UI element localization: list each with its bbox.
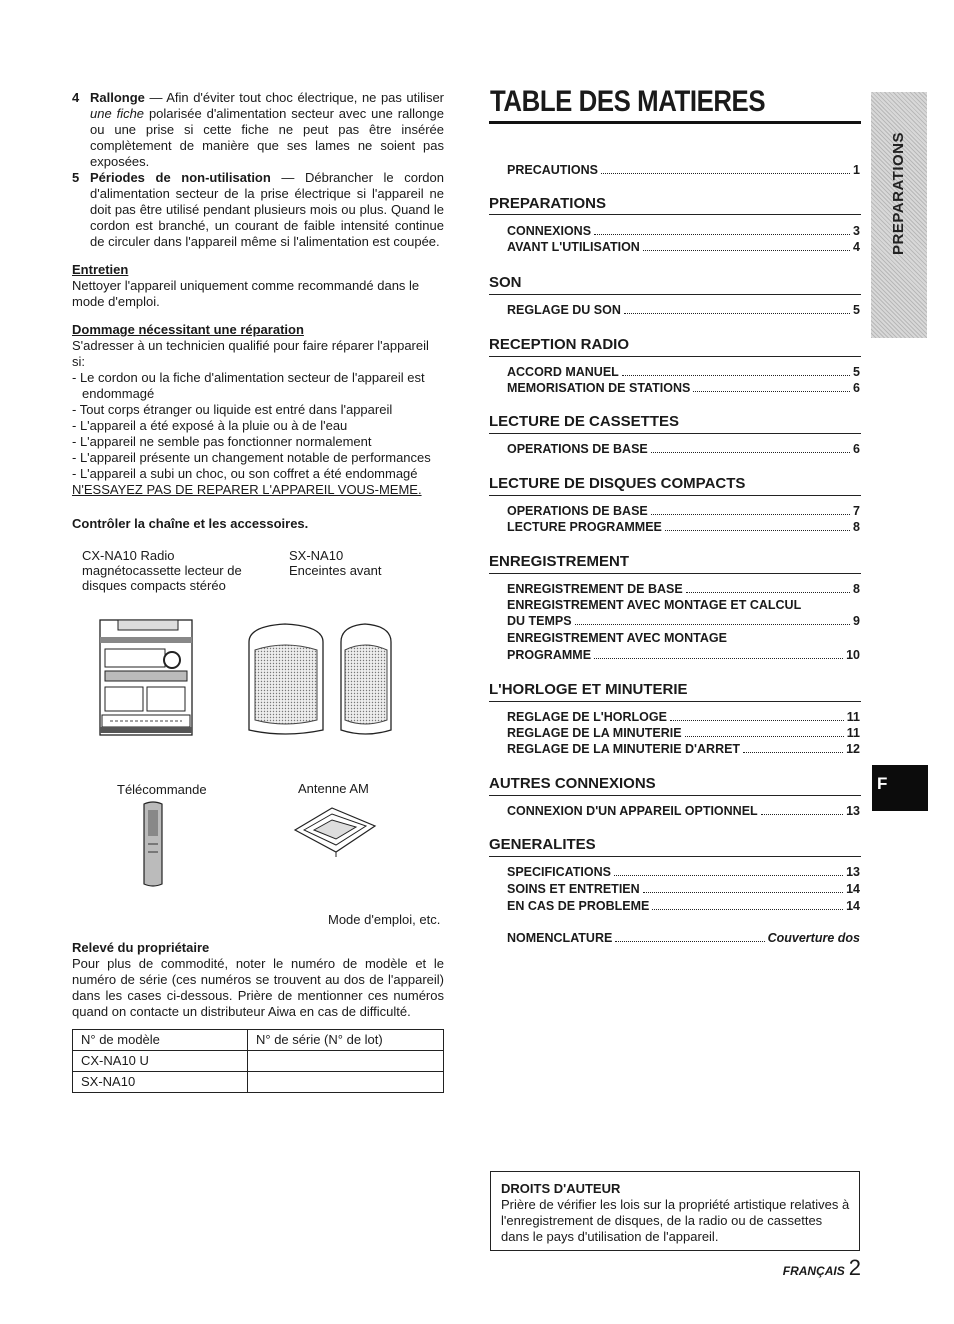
entretien-title: Entretien bbox=[72, 262, 129, 277]
toc-section-son: SON bbox=[489, 274, 522, 291]
table-cell-model: CX-NA10 U bbox=[73, 1051, 248, 1072]
dommage-title: Dommage nécessitant une réparation bbox=[72, 322, 304, 337]
toc-entry[interactable]: REGLAGE DE L'HORLOGE 11 bbox=[507, 710, 860, 724]
list-item: - L'appareil ne semble pas fonctionner normalement bbox=[72, 434, 372, 449]
toc-entry-nomenclature[interactable]: NOMENCLATURE Couverture dos bbox=[507, 931, 860, 945]
speakers-label: SX-NA10 Enceintes avant bbox=[289, 548, 382, 578]
page-number: 2 bbox=[848, 1255, 861, 1280]
safety-item-5: 5 Périodes de non-utilisation — Débrancher le cordon d'alimentation secteur de la prise électrique si l'appareil ne doit pas être utilisé pendant plusieurs mois ou plus. Quand le cordon est branché, un courant de faible intensité continue de circuler dans l'appareil même si l'alimentation est coupée. bbox=[72, 170, 444, 249]
toc-entry[interactable]: AVANT L'UTILISATION 4 bbox=[507, 240, 860, 254]
table-row bbox=[73, 1051, 444, 1072]
speakers-illustration bbox=[245, 620, 395, 740]
toc-section-autres-connexions: AUTRES CONNEXIONS bbox=[489, 775, 656, 792]
antenna-label: Antenne AM bbox=[298, 781, 369, 796]
releve-title: Relevé du propriétaire bbox=[72, 940, 210, 955]
toc-entry[interactable]: ENREGISTREMENT DE BASE 8 bbox=[507, 582, 860, 596]
stereo-label: CX-NA10 Radio magnétocassette lecteur de disques compacts stéréo bbox=[82, 548, 242, 593]
entretien-text: Nettoyer l'appareil uniquement comme recommandé dans le mode d'emploi. bbox=[72, 278, 420, 309]
list-item: - Le cordon ou la fiche d'alimentation secteur de l'appareil est endommagé bbox=[72, 370, 425, 401]
footer-language: FRANÇAIS bbox=[782, 1264, 845, 1278]
item-text: Débrancher le cordon d'alimentation secteur de la prise électrique si l'appareil ne doit pas être utilisé pendant plusieurs mois ou plus. Quand le cordon est branché, un courant de faible intensité continue de circuler dans l'appareil même si l'alimentation est coupée. bbox=[90, 170, 444, 249]
section-rule bbox=[489, 701, 861, 702]
safety-item-4: 4 Rallonge — Afin d'éviter tout choc électrique, ne pas utiliser une fiche polarisée d'alimentation secteur avec une rallonge ou une prise si cette fiche ne peut pas être insérée complètement de manière que ses lames ne soient pas exposées. bbox=[72, 90, 444, 169]
section-rule bbox=[489, 795, 861, 796]
section-rule bbox=[489, 433, 861, 434]
remote-label: Télécommande bbox=[117, 782, 207, 797]
toc-entry[interactable]: CONNEXION D'UN APPAREIL OPTIONNEL 13 bbox=[507, 804, 860, 818]
item-number: 5 bbox=[72, 170, 80, 185]
table-cell-model: SX-NA10 bbox=[73, 1072, 248, 1093]
toc-entry[interactable]: OPERATIONS DE BASE 6 bbox=[507, 442, 860, 456]
toc-entry[interactable]: REGLAGE DE LA MINUTERIE D'ARRET 12 bbox=[507, 742, 860, 756]
toc-section-generalites: GENERALITES bbox=[489, 836, 596, 853]
page-footer bbox=[782, 1255, 861, 1280]
copyright-title: DROITS D'AUTEUR bbox=[501, 1181, 621, 1196]
releve-section bbox=[72, 940, 444, 1020]
am-antenna-illustration bbox=[290, 802, 380, 857]
toc-entry[interactable]: DU TEMPS 9 bbox=[507, 614, 860, 628]
toc-title-rule bbox=[489, 121, 861, 124]
manual-label: Mode d'emploi, etc. bbox=[328, 912, 441, 927]
list-item: - L'appareil a été exposé à la pluie ou à de l'eau bbox=[72, 418, 348, 433]
entretien-section bbox=[72, 262, 444, 310]
toc-entry[interactable]: SOINS ET ENTRETIEN 14 bbox=[507, 882, 860, 896]
section-rule bbox=[489, 495, 861, 496]
serial-entry-field[interactable] bbox=[248, 1072, 444, 1093]
item-title: Périodes de non-utilisation bbox=[90, 170, 271, 185]
toc-entry-precautions[interactable]: PRECAUTIONS 1 bbox=[507, 163, 860, 177]
owner-record-table bbox=[72, 1029, 444, 1093]
toc-section-lecture-cassettes: LECTURE DE CASSETTES bbox=[489, 413, 680, 430]
toc-entry[interactable]: REGLAGE DE LA MINUTERIE 11 bbox=[507, 726, 860, 740]
toc-section-lecture-disques: LECTURE DE DISQUES COMPACTS bbox=[489, 475, 746, 492]
toc-section-enregistrement: ENREGISTREMENT bbox=[489, 553, 630, 570]
toc-entry[interactable]: EN CAS DE PROBLEME 14 bbox=[507, 899, 860, 913]
section-rule bbox=[489, 356, 861, 357]
list-item: - L'appareil a subi un choc, ou son coffret a été endommagé bbox=[72, 466, 418, 481]
toc-entry-line1: ENREGISTREMENT AVEC MONTAGE bbox=[507, 631, 727, 645]
table-header-model: N° de modèle bbox=[73, 1030, 248, 1051]
section-rule bbox=[489, 573, 861, 574]
list-item: - L'appareil présente un changement notable de performances bbox=[72, 450, 431, 465]
item-text: Afin d'éviter tout choc électrique, ne pas utiliser bbox=[166, 90, 444, 105]
dommage-section bbox=[72, 322, 444, 498]
table-row bbox=[73, 1030, 444, 1051]
language-tab-f[interactable]: F bbox=[872, 765, 928, 811]
toc-entry[interactable]: CONNEXIONS 3 bbox=[507, 224, 860, 238]
toc-title: TABLE DES MATIERES bbox=[490, 85, 766, 118]
remote-control-illustration bbox=[138, 800, 168, 890]
toc-section-horloge: L'HORLOGE ET MINUTERIE bbox=[489, 681, 688, 698]
toc-entry-line1: ENREGISTREMENT AVEC MONTAGE ET CALCUL bbox=[507, 598, 802, 612]
section-rule bbox=[489, 856, 861, 857]
copyright-text: Prière de vérifier les lois sur la propriété artistique relatives à l'enregistrement de disques, de la radio ou de cassettes dans le pays d'utilisation de l'appareil. bbox=[501, 1197, 850, 1244]
list-item: - Tout corps étranger ou liquide est entré dans l'appareil bbox=[72, 402, 393, 417]
toc-entry[interactable]: SPECIFICATIONS 13 bbox=[507, 865, 860, 879]
stereo-unit-illustration bbox=[90, 615, 200, 740]
controler-title: Contrôler la chaîne et les accessoires. bbox=[72, 516, 309, 531]
table-row bbox=[73, 1072, 444, 1093]
releve-text: Pour plus de commodité, noter le numéro de modèle et le numéro de série (ces numéros se trouvent au dos de l'appareil) dans les cases ci-dessous. Prière de mentionner ces numéros quand on contacte un distributeur Aiwa en cas de difficulté. bbox=[72, 956, 444, 1019]
dommage-intro: S'adresser à un technicien qualifié pour faire réparer l'appareil si: bbox=[72, 338, 429, 369]
copyright-box bbox=[490, 1171, 860, 1251]
toc-entry[interactable]: REGLAGE DU SON 5 bbox=[507, 303, 860, 317]
toc-entry[interactable]: ACCORD MANUEL 5 bbox=[507, 365, 860, 379]
table-header-serial: N° de série (N° de lot) bbox=[248, 1030, 444, 1051]
item-title: Rallonge bbox=[90, 90, 145, 105]
section-rule bbox=[489, 214, 861, 215]
toc-entry[interactable]: MEMORISATION DE STATIONS 6 bbox=[507, 381, 860, 395]
item-number: 4 bbox=[72, 90, 80, 105]
side-tab-preparations[interactable]: PREPARATIONS bbox=[890, 132, 907, 255]
section-rule bbox=[489, 294, 861, 295]
dommage-warning: N'ESSAYEZ PAS DE REPARER L'APPAREIL VOUS-MEME. bbox=[72, 482, 422, 497]
toc-section-preparations: PREPARATIONS bbox=[489, 195, 606, 212]
dommage-list bbox=[72, 370, 444, 482]
toc-entry[interactable]: OPERATIONS DE BASE 7 bbox=[507, 504, 860, 518]
toc-entry[interactable]: LECTURE PROGRAMMEE 8 bbox=[507, 520, 860, 534]
toc-section-reception-radio: RECEPTION RADIO bbox=[489, 336, 630, 353]
serial-entry-field[interactable] bbox=[248, 1051, 444, 1072]
toc-entry[interactable]: PROGRAMME 10 bbox=[507, 648, 860, 662]
